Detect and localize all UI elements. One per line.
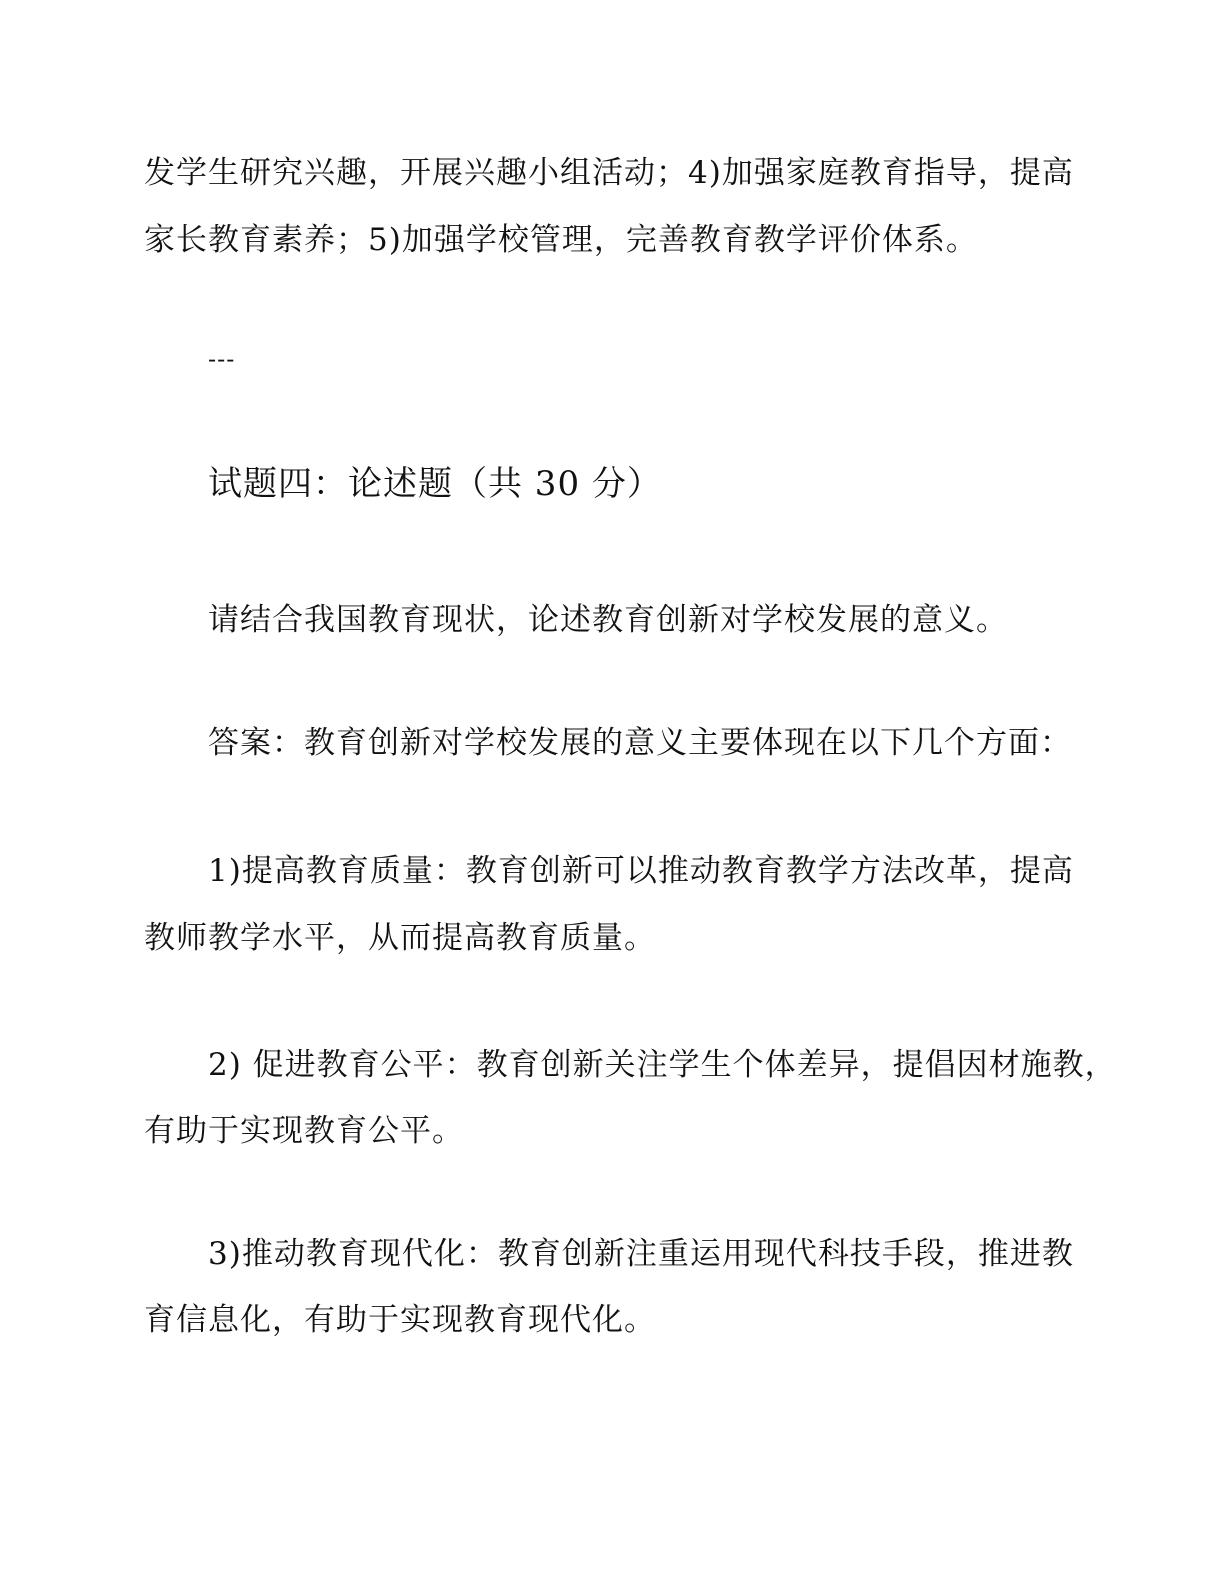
answer-intro: 答案：教育创新对学校发展的意义主要体现在以下几个方面：: [208, 725, 1072, 761]
point-2-line-2: 有助于实现教育公平。: [144, 1113, 464, 1149]
point-3-line-2: 育信息化，有助于实现教育现代化。: [144, 1302, 656, 1338]
continued-paragraph-line-2: 家长教育素养；5)加强学校管理，完善教育教学评价体系。: [144, 222, 978, 258]
point-1-line-2: 教师教学水平，从而提高教育质量。: [144, 920, 656, 956]
point-3-line-1: 3)推动教育现代化：教育创新注重运用现代科技手段，推进教: [208, 1236, 1074, 1272]
question-text: 请结合我国教育现状，论述教育创新对学校发展的意义。: [208, 602, 1008, 638]
section-separator: ---: [208, 345, 236, 373]
point-2-line-1: 2) 促进教育公平：教育创新关注学生个体差异，提倡因材施教，: [208, 1047, 1117, 1083]
point-1-line-1: 1)提高教育质量：教育创新可以推动教育教学方法改革，提高: [208, 853, 1074, 889]
continued-paragraph-line-1: 发学生研究兴趣，开展兴趣小组活动；4)加强家庭教育指导，提高: [144, 155, 1074, 191]
section-title: 试题四：论述题（共 30 分）: [208, 464, 662, 504]
